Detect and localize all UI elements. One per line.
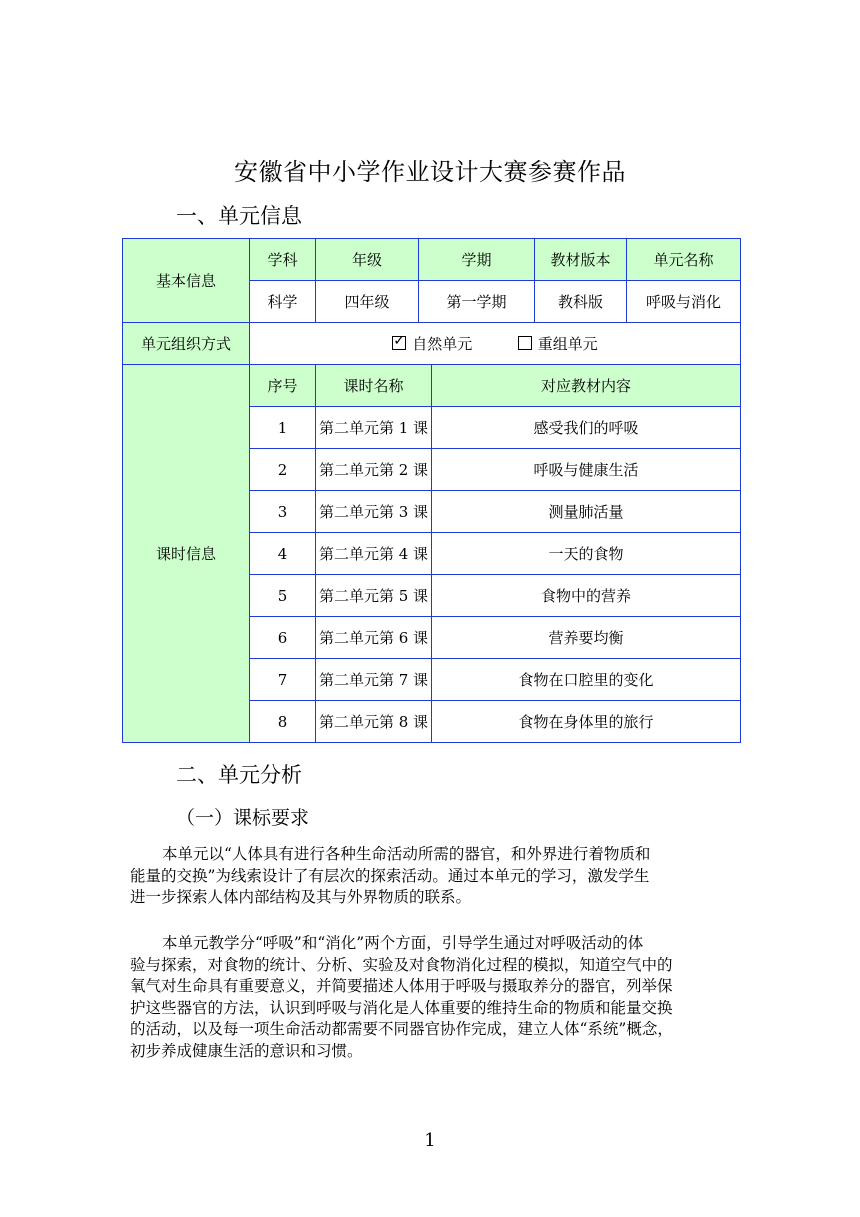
lesson-index: 7	[250, 659, 316, 701]
option-regroup-unit[interactable]	[518, 333, 598, 354]
header-unit-name: 单元名称	[627, 239, 741, 281]
header-lesson-name: 课时名称	[316, 365, 432, 407]
checkbox-empty-icon[interactable]	[518, 336, 532, 350]
lesson-index: 2	[250, 449, 316, 491]
lesson-index: 6	[250, 617, 316, 659]
checkbox-checked-icon[interactable]	[392, 336, 406, 350]
org-options	[250, 323, 741, 365]
lesson-content: 食物在身体里的旅行	[432, 701, 741, 743]
value-unit-name: 呼吸与消化	[627, 281, 741, 323]
value-semester: 第一学期	[419, 281, 535, 323]
option-regroup-unit-label: 重组单元	[537, 334, 598, 353]
lesson-index: 3	[250, 491, 316, 533]
lesson-content: 测量肺活量	[432, 491, 741, 533]
paragraph-line: 护这些器官的方法，认识到呼吸与消化是人体重要的维持生命的物质和能量交换	[130, 998, 673, 1017]
lesson-content: 食物在口腔里的变化	[432, 659, 741, 701]
paragraph-line: 验与探索，对食物的统计、分析、实验及对食物消化过程的模拟，知道空气中的	[130, 955, 673, 974]
option-natural-unit[interactable]	[392, 333, 472, 354]
section-heading-unit-analysis: 二、单元分析	[176, 763, 302, 787]
unit-info-table	[122, 238, 741, 743]
paragraph-line: 初步养成健康生活的意识和习惯。	[130, 1041, 363, 1060]
paragraph-teaching	[130, 933, 740, 1062]
lesson-content: 营养要均衡	[432, 617, 741, 659]
lesson-content: 食物中的营养	[432, 575, 741, 617]
lesson-info-label: 课时信息	[123, 365, 250, 743]
lesson-content: 一天的食物	[432, 533, 741, 575]
paragraph-standards	[130, 844, 740, 909]
lesson-name: 第二单元第 1 课	[316, 407, 432, 449]
paragraph-line: 本单元教学分“呼吸”和“消化”两个方面，引导学生通过对呼吸活动的体	[162, 934, 644, 952]
value-grade: 四年级	[316, 281, 419, 323]
header-index: 序号	[250, 365, 316, 407]
lesson-name: 第二单元第 4 课	[316, 533, 432, 575]
value-textbook: 教科版	[535, 281, 627, 323]
lesson-name: 第二单元第 7 课	[316, 659, 432, 701]
lesson-name: 第二单元第 6 课	[316, 617, 432, 659]
lesson-name: 第二单元第 3 课	[316, 491, 432, 533]
lesson-name: 第二单元第 2 课	[316, 449, 432, 491]
lesson-index: 1	[250, 407, 316, 449]
value-subject: 科学	[250, 281, 316, 323]
header-semester: 学期	[419, 239, 535, 281]
header-subject: 学科	[250, 239, 316, 281]
lesson-name: 第二单元第 8 课	[316, 701, 432, 743]
lesson-content: 呼吸与健康生活	[432, 449, 741, 491]
option-natural-unit-label: 自然单元	[412, 334, 473, 353]
lesson-name: 第二单元第 5 课	[316, 575, 432, 617]
header-grade: 年级	[316, 239, 419, 281]
basic-info-label: 基本信息	[123, 239, 250, 323]
section-heading-unit-info: 一、单元信息	[176, 204, 302, 228]
document-title: 安徽省中小学作业设计大赛参赛作品	[234, 158, 626, 186]
lesson-index: 5	[250, 575, 316, 617]
lesson-content: 感受我们的呼吸	[432, 407, 741, 449]
org-label: 单元组织方式	[123, 323, 250, 365]
subsection-heading-standards: （一）课标要求	[176, 807, 310, 829]
paragraph-line: 本单元以“人体具有进行各种生命活动所需的器官，和外界进行着物质和	[162, 845, 651, 863]
header-content: 对应教材内容	[432, 365, 741, 407]
lesson-index: 4	[250, 533, 316, 575]
paragraph-line: 氧气对生命具有重要意义，并简要描述人体用于呼吸与摄取养分的器官，列举保	[130, 977, 673, 995]
lesson-index: 8	[250, 701, 316, 743]
header-textbook: 教材版本	[535, 239, 627, 281]
page-number: 1	[424, 1130, 436, 1151]
paragraph-line: 进一步探索人体内部结构及其与外界物质的联系。	[130, 888, 472, 906]
paragraph-line: 的活动，以及每一项生命活动都需要不同器官协作完成，建立人体“系统”概念，	[130, 1020, 673, 1038]
paragraph-line: 能量的交换”为线索设计了有层次的探索活动。通过本单元的学习，激发学生	[130, 866, 650, 885]
